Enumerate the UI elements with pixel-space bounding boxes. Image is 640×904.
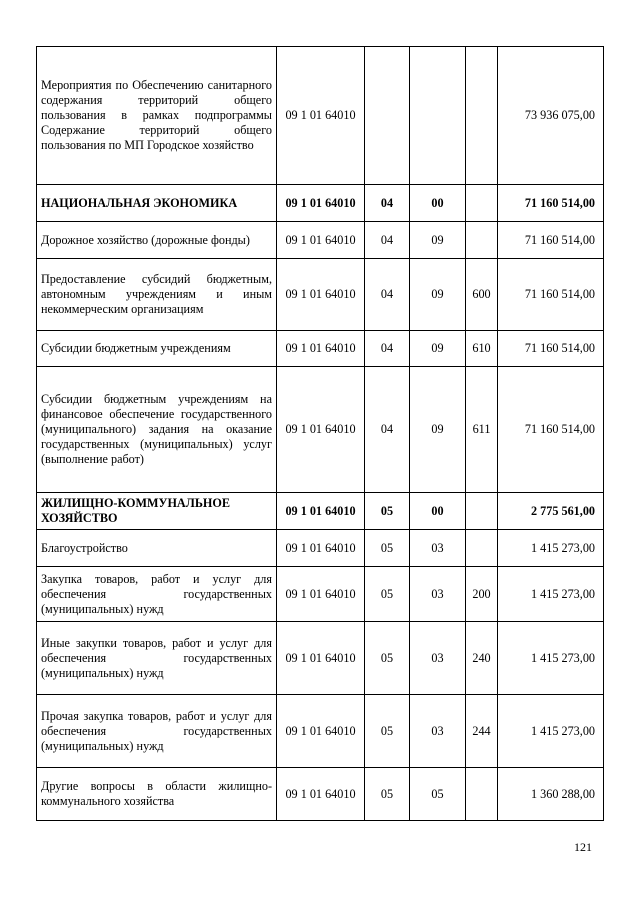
row-name: ЖИЛИЩНО-КОММУНАЛЬНОЕ ХОЗЯЙСТВО	[37, 493, 277, 530]
table-row	[37, 185, 604, 222]
row-subsection: 09	[410, 222, 466, 259]
row-subsection: 09	[410, 259, 466, 331]
row-section: 04	[365, 331, 410, 367]
row-amount: 1 415 273,00	[498, 567, 604, 622]
row-section: 04	[365, 222, 410, 259]
row-expense-type	[466, 493, 498, 530]
row-target-code: 09 1 01 64010	[277, 622, 365, 695]
table-row	[37, 622, 604, 695]
row-expense-type: 611	[466, 367, 498, 493]
row-amount: 73 936 075,00	[498, 47, 604, 185]
row-name: Прочая закупка товаров, работ и услуг для обеспечения государственных (муниципальных) нужд	[37, 695, 277, 768]
table-row	[37, 367, 604, 493]
row-name: Субсидии бюджетным учреждениям	[37, 331, 277, 367]
row-expense-type	[466, 47, 498, 185]
table-row	[37, 331, 604, 367]
row-expense-type: 610	[466, 331, 498, 367]
row-expense-type: 240	[466, 622, 498, 695]
table-row	[37, 695, 604, 768]
row-target-code: 09 1 01 64010	[277, 185, 365, 222]
row-subsection: 03	[410, 695, 466, 768]
table-row	[37, 222, 604, 259]
table-row	[37, 530, 604, 567]
row-expense-type: 244	[466, 695, 498, 768]
table-row	[37, 493, 604, 530]
row-section: 05	[365, 493, 410, 530]
row-section: 05	[365, 695, 410, 768]
row-amount: 71 160 514,00	[498, 222, 604, 259]
row-expense-type: 200	[466, 567, 498, 622]
row-subsection: 03	[410, 622, 466, 695]
row-subsection: 09	[410, 331, 466, 367]
row-section: 04	[365, 259, 410, 331]
row-target-code: 09 1 01 64010	[277, 367, 365, 493]
row-target-code: 09 1 01 64010	[277, 331, 365, 367]
row-subsection: 03	[410, 567, 466, 622]
row-name: Закупка товаров, работ и услуг для обеспечения государственных (муниципальных) нужд	[37, 567, 277, 622]
row-amount: 1 415 273,00	[498, 530, 604, 567]
row-name: Благоустройство	[37, 530, 277, 567]
row-section: 04	[365, 185, 410, 222]
row-target-code: 09 1 01 64010	[277, 768, 365, 821]
row-amount: 1 415 273,00	[498, 622, 604, 695]
row-target-code: 09 1 01 64010	[277, 567, 365, 622]
row-amount: 71 160 514,00	[498, 185, 604, 222]
page-number: 121	[574, 840, 592, 854]
row-expense-type	[466, 530, 498, 567]
row-target-code: 09 1 01 64010	[277, 47, 365, 185]
table-row	[37, 768, 604, 821]
row-expense-type: 600	[466, 259, 498, 331]
table-row	[37, 259, 604, 331]
row-amount: 71 160 514,00	[498, 259, 604, 331]
row-subsection: 03	[410, 530, 466, 567]
row-name: Субсидии бюджетным учреждениям на финансовое обеспечение государственного (муниципального) задания на оказание государственных (муниципальных) услуг (выполнение работ)	[37, 367, 277, 493]
row-subsection: 00	[410, 185, 466, 222]
row-amount: 1 415 273,00	[498, 695, 604, 768]
row-name: Предоставление субсидий бюджетным, автономным учреждениям и иным некоммерческим организациям	[37, 259, 277, 331]
row-expense-type	[466, 222, 498, 259]
row-amount: 1 360 288,00	[498, 768, 604, 821]
row-subsection: 09	[410, 367, 466, 493]
row-name: НАЦИОНАЛЬНАЯ ЭКОНОМИКА	[37, 185, 277, 222]
row-section: 05	[365, 530, 410, 567]
row-expense-type	[466, 185, 498, 222]
row-expense-type	[466, 768, 498, 821]
row-section: 05	[365, 622, 410, 695]
row-section: 05	[365, 768, 410, 821]
table-row	[37, 47, 604, 185]
row-name: Иные закупки товаров, работ и услуг для обеспечения государственных (муниципальных) нужд	[37, 622, 277, 695]
row-target-code: 09 1 01 64010	[277, 530, 365, 567]
row-amount: 71 160 514,00	[498, 367, 604, 493]
row-name: Дорожное хозяйство (дорожные фонды)	[37, 222, 277, 259]
row-target-code: 09 1 01 64010	[277, 493, 365, 530]
budget-table	[36, 46, 604, 821]
row-amount: 71 160 514,00	[498, 331, 604, 367]
row-subsection	[410, 47, 466, 185]
table-row	[37, 567, 604, 622]
budget-table-body	[37, 47, 604, 821]
row-target-code: 09 1 01 64010	[277, 259, 365, 331]
row-subsection: 00	[410, 493, 466, 530]
row-section: 04	[365, 367, 410, 493]
row-amount: 2 775 561,00	[498, 493, 604, 530]
row-name: Мероприятия по Обеспечению санитарного содержания территорий общего пользования в рамках подпрограммы Содержание территорий общего пользования по МП Городское хозяйство	[37, 47, 277, 185]
row-name: Другие вопросы в области жилищно-коммунального хозяйства	[37, 768, 277, 821]
row-target-code: 09 1 01 64010	[277, 695, 365, 768]
row-section	[365, 47, 410, 185]
row-section: 05	[365, 567, 410, 622]
row-target-code: 09 1 01 64010	[277, 222, 365, 259]
row-subsection: 05	[410, 768, 466, 821]
